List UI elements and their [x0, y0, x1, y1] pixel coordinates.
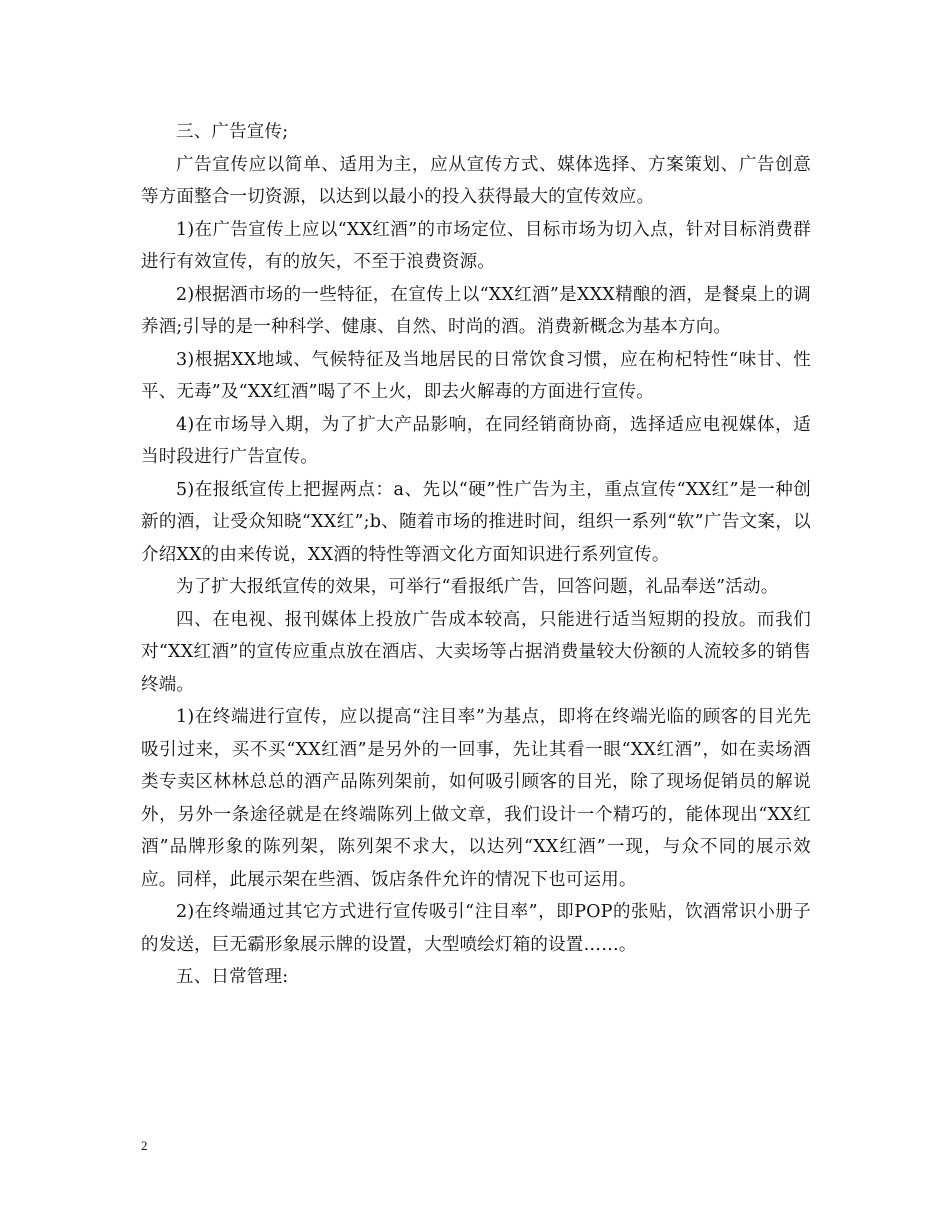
paragraph-item-4: 4)在市场导入期，为了扩大产品影响，在同经销商协商，选择适应电视媒体，适当时段进行广告宣传。 — [141, 414, 811, 467]
paragraph-item-5: 5)在报纸宣传上把握两点：a、先以“硬”性广告为主，重点宣传“XX红”是一种创新的酒，让受众知晓“XX红”;b、随着市场的推进时间，组织一系列“软”广告文案，以介绍XX的由来传说，XX酒的特性等酒文化方面知识进行系列宣传。 — [141, 479, 811, 565]
paragraph-item-1: 1)在广告宣传上应以“XX红酒”的市场定位、目标市场为切入点，针对目标消费群进行有效宣传，有的放矢，不至于浪费资源。 — [141, 219, 811, 272]
paragraph-item-3: 3)根据XX地域、气候特征及当地居民的日常饮食习惯，应在枸杞特性“味甘、性平、无毒”及“XX红酒”喝了不上火，即去火解毒的方面进行宣传。 — [141, 349, 811, 402]
page-number: 2 — [141, 1138, 148, 1153]
section-heading-advertising: 三、广告宣传; — [176, 122, 289, 142]
paragraph-terminal-item-1: 1)在终端进行宣传，应以提高“注目率”为基点，即将在终端光临的顾客的目光先吸引过来，买不买“XX红酒”是另外的一回事，先让其看一眼“XX红酒”，如在卖场酒类专卖区林林总总的酒产品陈列架前，如何吸引顾客的目光，除了现场促销员的解说外，另外一条途径就是在终端陈列上做文章，我们设计一个精巧的，能体现出“XX红酒”品牌形象的陈列架，陈列架不求大，以达列“XX红酒”一现，与众不同的展示效应。同样，此展示架在些酒、饭店条件允许的情况下也可运用。 — [141, 707, 811, 890]
section-heading-daily-management: 五、日常管理: — [176, 967, 289, 987]
document-body — [141, 116, 811, 994]
paragraph-item-2: 2)根据酒市场的一些特征，在宣传上以“XX红酒”是XXX精酿的酒，是餐桌上的调养酒;引导的是一种科学、健康、自然、时尚的酒。消费新概念为基本方向。 — [141, 284, 811, 337]
section-heading-terminal: 四、在电视、报刊媒体上投放广告成本较高，只能进行适当短期的投放。而我们对“XX红酒”的宣传应重点放在酒店、大卖场等占据消费量较大份额的人流较多的销售终端。 — [141, 609, 811, 695]
paragraph-advertising-overview: 广告宣传应以简单、适用为主，应从宣传方式、媒体选择、方案策划、广告创意等方面整合一切资源，以达到以最小的投入获得最大的宣传效应。 — [141, 154, 811, 207]
paragraph-newspaper-event: 为了扩大报纸宣传的效果，可举行“看报纸广告，回答问题，礼品奉送”活动。 — [176, 577, 779, 597]
paragraph-terminal-item-2: 2)在终端通过其它方式进行宣传吸引“注目率”，即POP的张贴，饮酒常识小册子的发送，巨无霸形象展示牌的设置，大型喷绘灯箱的设置……。 — [141, 902, 811, 955]
